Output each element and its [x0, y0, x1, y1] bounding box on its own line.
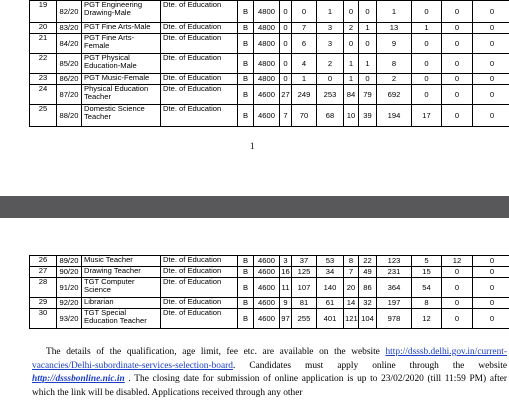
- cell-c6: 197: [377, 298, 412, 309]
- cell-pay: 4800: [254, 1, 280, 23]
- cell-c4: 1: [344, 74, 359, 85]
- cell-c7: 8: [412, 298, 442, 309]
- cell-c1: 9: [280, 298, 292, 309]
- cell-code: 93/20: [57, 309, 82, 329]
- cell-group: B: [238, 1, 254, 23]
- cell-c5: 86: [359, 278, 377, 298]
- cell-c6: 194: [377, 105, 412, 127]
- table-row: [30, 54, 509, 74]
- cell-c2: 255: [292, 309, 317, 329]
- cell-dept: Dte. of Education: [161, 267, 238, 278]
- cell-sno: 22: [30, 54, 57, 74]
- cell-c1: 97: [280, 309, 292, 329]
- cell-c9: 0: [473, 309, 509, 329]
- cell-c1: 16: [281, 267, 290, 277]
- cell-c3: 253: [317, 85, 344, 105]
- cell-c3: 53: [317, 256, 344, 267]
- cell-c6: 8: [377, 54, 412, 74]
- cell-c5: 1: [359, 54, 377, 74]
- cell-dept: Dte. of Education: [161, 105, 238, 127]
- cell-c8: 0: [442, 23, 473, 34]
- cell-c8: 0: [442, 105, 473, 127]
- cell-pay: 4600: [254, 267, 280, 278]
- cell-c5: 1: [359, 23, 377, 34]
- cell-post: Physical Education Teacher: [82, 85, 161, 105]
- cell-c2: 125: [292, 267, 317, 278]
- cell-pay: 4600: [254, 298, 280, 309]
- cell-c2: 107: [292, 278, 317, 298]
- cell-group: B: [238, 278, 254, 298]
- cell-c9: 0: [473, 54, 509, 74]
- cell-c8: 12: [442, 256, 473, 267]
- cell-sno: 23: [30, 74, 57, 85]
- document-page-bottom: [0, 218, 509, 400]
- cell-c7: 12: [412, 309, 442, 329]
- cell-sno: 20: [30, 23, 57, 34]
- cell-code: 83/20: [57, 23, 82, 34]
- cell-group: B: [238, 309, 254, 329]
- cell-pay: 4600: [254, 105, 280, 127]
- cell-dept: Dte. of Education: [161, 23, 238, 34]
- cell-c2: 37: [292, 256, 317, 267]
- cell-code: 82/20: [57, 1, 82, 23]
- cell-c8: 0: [442, 1, 473, 23]
- online-application-link[interactable]: http://dsssbonline.nic.in: [32, 374, 125, 384]
- cell-c4: 10: [344, 105, 359, 127]
- cell-c2: 81: [292, 298, 317, 309]
- cell-c1: 11: [280, 278, 292, 298]
- cell-c1: 0: [280, 23, 292, 34]
- cell-c6: 13: [377, 23, 412, 34]
- cell-code: 85/20: [57, 54, 82, 74]
- cell-c5: 79: [359, 85, 377, 105]
- cell-c3: 2: [317, 54, 344, 74]
- cell-code: 87/20: [57, 85, 82, 105]
- cell-c6: 231: [377, 267, 412, 278]
- cell-pay: 4800: [254, 34, 280, 54]
- cell-c8: 0: [442, 34, 473, 54]
- cell-c9: 0: [473, 74, 509, 85]
- cell-post: Music Teacher: [82, 256, 161, 267]
- cell-c7: 0: [412, 54, 442, 74]
- notice-paragraph: [32, 346, 507, 400]
- cell-code: 91/20: [57, 278, 82, 298]
- cell-c7: 5: [412, 256, 442, 267]
- cell-sno: 25: [30, 105, 57, 127]
- cell-c6: 2: [377, 74, 412, 85]
- cell-c6: 978: [377, 309, 412, 329]
- cell-group: B: [238, 298, 254, 309]
- cell-c5: 0: [359, 1, 377, 23]
- cell-pay: 4600: [254, 256, 280, 267]
- cell-c5: 32: [359, 298, 377, 309]
- cell-code: 88/20: [57, 105, 82, 127]
- cell-c1: 0: [280, 54, 292, 74]
- table-row: [30, 74, 509, 85]
- cell-c4: 7: [344, 267, 359, 278]
- vacancy-table-top: [29, 0, 509, 127]
- cell-post: Domestic Science Teacher: [82, 105, 161, 127]
- cell-pay: 4800: [254, 74, 280, 85]
- cell-sno: 19: [30, 1, 57, 23]
- cell-c4: 8: [344, 256, 359, 267]
- table-row: [30, 278, 509, 298]
- cell-c4: 0: [344, 34, 359, 54]
- cell-c1: 0: [280, 74, 292, 85]
- cell-c9: 0: [473, 1, 509, 23]
- cell-post: PGT Fine Arts-Female: [82, 34, 161, 54]
- table-row: [30, 1, 509, 23]
- cell-c4: 1: [344, 54, 359, 74]
- table-row: [30, 298, 509, 309]
- cell-pay: 4600: [254, 85, 280, 105]
- table-row: [30, 85, 509, 105]
- cell-c3: 3: [317, 34, 344, 54]
- document-page-top: [0, 0, 509, 196]
- cell-dept: Dte. of Education: [161, 256, 238, 267]
- table-row: [30, 105, 509, 127]
- cell-c8: 0: [442, 298, 473, 309]
- cell-c9: 0: [473, 85, 509, 105]
- cell-post: PGT Engineering Drawing-Male: [82, 1, 161, 23]
- cell-code: 84/20: [57, 34, 82, 54]
- cell-c3: 1: [317, 1, 344, 23]
- cell-c8: 0: [442, 54, 473, 74]
- cell-code: 92/20: [57, 298, 82, 309]
- table-row: [30, 309, 509, 329]
- cell-group: B: [238, 74, 254, 85]
- para-mid1: . Candidates must apply online through the website: [232, 360, 507, 371]
- cell-c5: 22: [359, 256, 377, 267]
- cell-dept: Dte. of Education: [161, 309, 238, 329]
- table-row: [30, 23, 509, 34]
- cell-c5: 0: [359, 34, 377, 54]
- cell-group: B: [238, 23, 254, 34]
- cell-c3: 61: [317, 298, 344, 309]
- cell-c1: 0: [280, 34, 292, 54]
- cell-c3: 140: [317, 278, 344, 298]
- cell-c8: 0: [442, 267, 473, 278]
- cell-c5: 0: [359, 74, 377, 85]
- cell-c7: 17: [412, 105, 442, 127]
- cell-c7: 0: [412, 1, 442, 23]
- cell-sno: 26: [30, 256, 57, 267]
- cell-c2: 6: [292, 34, 317, 54]
- cell-c7: 0: [412, 74, 442, 85]
- cell-dept: Dte. of Education: [161, 278, 238, 298]
- table-row: [30, 34, 509, 54]
- cell-post: TGT Computer Science: [82, 278, 161, 298]
- cell-post: PGT Music-Female: [82, 74, 161, 85]
- cell-c4: 84: [344, 85, 359, 105]
- cell-group: B: [238, 256, 254, 267]
- cell-dept: Dte. of Education: [161, 85, 238, 105]
- cell-sno: 28: [30, 278, 57, 298]
- cell-post: PGT Physical Education-Male: [82, 54, 161, 74]
- website-link[interactable]: http://dsssb.delhi.gov.in/current-vacancies/Delhi-subordinate-services-selection-board: [32, 347, 507, 371]
- cell-group: B: [238, 54, 254, 74]
- cell-c9: 0: [473, 34, 509, 54]
- cell-c3: 34: [317, 267, 344, 278]
- page-number: 1: [250, 141, 255, 151]
- cell-c2: 249: [292, 85, 317, 105]
- cell-dept: Dte. of Education: [161, 298, 238, 309]
- cell-c3: 0: [317, 74, 344, 85]
- cell-c1: 3: [280, 256, 292, 267]
- cell-c4: 0: [344, 1, 359, 23]
- cell-c5: 49: [359, 267, 377, 278]
- para-mid2: . The closing date for submission of online application is up to 23/02/2020 (till 11:59 PM) after which the link will be disabled. Applications received through any other: [32, 374, 507, 398]
- cell-group: B: [238, 267, 254, 278]
- cell-c4: 20: [344, 278, 359, 298]
- cell-dept: Dte. of Education: [161, 1, 238, 23]
- cell-c6: 692: [377, 85, 412, 105]
- cell-sno: 30: [30, 309, 57, 329]
- cell-c9: 0: [473, 23, 509, 34]
- cell-c6: 9: [377, 34, 412, 54]
- cell-c9: 0: [473, 298, 509, 309]
- cell-c2: 70: [292, 105, 317, 127]
- cell-c1: 0: [280, 1, 292, 23]
- cell-c9: 0: [473, 256, 509, 267]
- cell-sno: 27: [30, 267, 57, 278]
- cell-c7: 15: [412, 267, 442, 278]
- cell-post: Drawing Teacher: [82, 267, 161, 278]
- cell-c6: 123: [377, 256, 412, 267]
- cell-c2: 7: [292, 23, 317, 34]
- cell-post: PGT Fine Arts-Male: [82, 23, 161, 34]
- cell-c8: 0: [442, 85, 473, 105]
- cell-c1: 7: [280, 105, 292, 127]
- cell-c9: 0: [473, 267, 509, 278]
- cell-dept: Dte. of Education: [161, 34, 238, 54]
- table-row: [30, 267, 509, 278]
- cell-dept: Dte. of Education: [161, 74, 238, 85]
- cell-c7: 0: [412, 34, 442, 54]
- cell-c3: 3: [317, 23, 344, 34]
- cell-pay: 4800: [254, 23, 280, 34]
- cell-dept: Dte. of Education: [161, 54, 238, 74]
- cell-c5: 39: [359, 105, 377, 127]
- cell-c3: 68: [317, 105, 344, 127]
- cell-c2: 1: [292, 74, 317, 85]
- cell-c4: 2: [344, 23, 359, 34]
- cell-pay: 4600: [254, 278, 280, 298]
- cell-code: 89/20: [57, 256, 82, 267]
- cell-pay: 4800: [254, 54, 280, 74]
- cell-c8: 0: [442, 309, 473, 329]
- cell-c5: 104: [359, 309, 377, 329]
- cell-c8: 0: [442, 278, 473, 298]
- cell-c7: 54: [412, 278, 442, 298]
- cell-c4: 121: [344, 309, 359, 329]
- cell-c8: 0: [442, 74, 473, 85]
- cell-pay: 4600: [254, 309, 280, 329]
- cell-post: TGT Special Education Teacher: [82, 309, 161, 329]
- para-intro: The details of the qualification, age limit, fee etc. are available on the website: [46, 347, 380, 357]
- cell-code: 90/20: [57, 267, 82, 278]
- cell-sno: 24: [30, 85, 57, 105]
- cell-c9: 0: [473, 105, 509, 127]
- cell-group: B: [238, 105, 254, 127]
- cell-post: Librarian: [82, 298, 161, 309]
- cell-sno: 21: [30, 34, 57, 54]
- cell-c2: 0: [292, 1, 317, 23]
- cell-c9: 0: [473, 278, 509, 298]
- cell-c6: 364: [377, 278, 412, 298]
- cell-c6: 1: [377, 1, 412, 23]
- cell-code: 86/20: [57, 74, 82, 85]
- cell-group: B: [238, 34, 254, 54]
- cell-group: B: [238, 85, 254, 105]
- cell-c4: 14: [344, 298, 359, 309]
- cell-sno: 29: [30, 298, 57, 309]
- page-divider: [0, 196, 509, 218]
- cell-c1: 27: [280, 85, 292, 105]
- cell-c7: 1: [412, 23, 442, 34]
- vacancy-table-bottom: [29, 255, 509, 329]
- cell-c3: 401: [317, 309, 344, 329]
- table-row: [30, 256, 509, 267]
- cell-c2: 4: [292, 54, 317, 74]
- cell-c7: 0: [412, 85, 442, 105]
